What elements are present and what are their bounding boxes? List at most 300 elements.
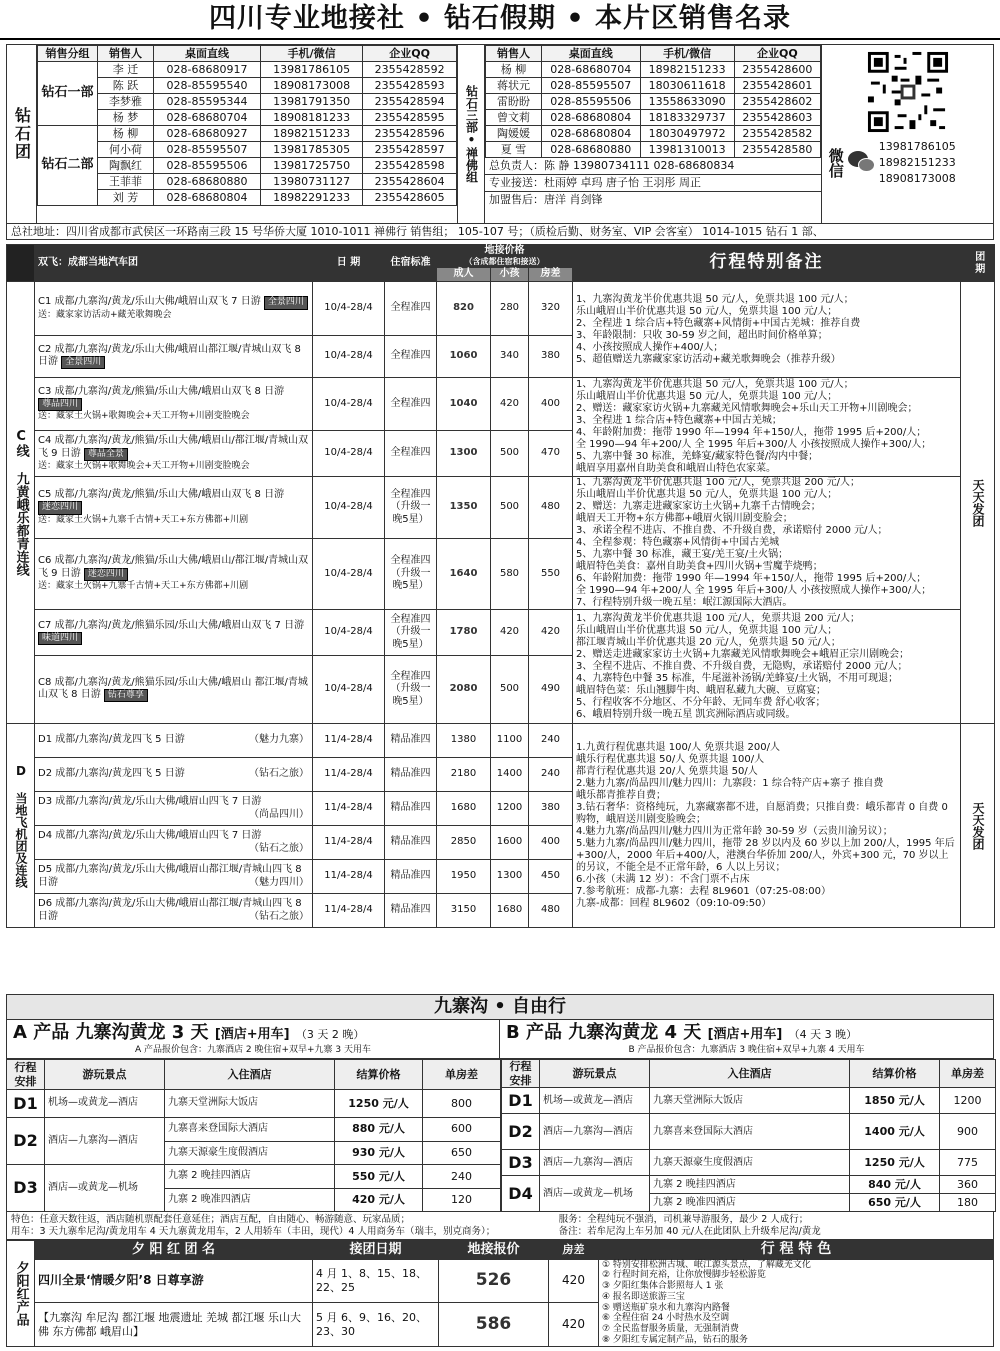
sales-name: 何小荷 [98,142,154,158]
price-adult: 1300 [437,431,491,477]
tour-name [35,477,313,539]
settle-price: 1850 元/人 [850,1088,940,1114]
price-room: 480 [529,894,573,928]
tour-name [35,431,313,477]
tour-title: C1 成都/九寨沟/黄龙/乐山大佛/峨眉山双飞 7 日游 [38,296,261,308]
tour-date: 11/4-28/4 [313,724,385,758]
jzg-title: 九寨沟 • 自由行 [6,994,994,1020]
price-room: 400 [529,378,573,431]
settle-price: 550 元/人 [335,1165,423,1189]
desk-phone: 028-68680704 [154,110,261,126]
col-header: 销售分组 [38,46,98,62]
tour-tag: 全景四川 [264,296,308,309]
contact-row [486,110,821,126]
day-label: D3 [502,1150,540,1176]
tour-tag: 全景四川 [61,356,105,369]
note-line: 乐山峨眉山半价优惠共退 50 元/人，免票共退 100 元/人； [576,305,838,317]
service-note: 服务：全程纯玩不强消，司机兼导游服务，最少 2 人成行； [558,1214,809,1226]
note-line: 3.钻石奢华：资格纯玩，九寨藏寨都不进，自愿消费；只推自费：峨乐都青 0 自费 0 购物，峨眉送川剧变脸晚会； [576,801,948,825]
contact-row [486,126,821,142]
note-line: 全 1990—94 年+200/人 全 1995 年后+300/人 小孩按照成人操作+300/人； [576,585,932,596]
spots: 酒店—九寨沟—酒店 [540,1150,650,1176]
note-line: 峨眉特色美食：嘉州自助美食+四川火锅+雪魔芋烧鸭； [576,561,823,572]
note-line: 6.小孩（未满 12 岁）：不含门票不占床 [576,873,750,885]
note-line: 峨眉天工开物+东方佛都+峨眉火锅川剧变脸会； [576,513,793,524]
settle-price: 1250 元/人 [335,1090,423,1118]
price-room: 240 [529,724,573,758]
tour-title: D5 成都/九寨沟/黄龙/乐山大佛/峨眉山都江堰/青城山四飞 8 日游 [38,864,302,888]
sales-name: 雷盼盼 [486,94,542,110]
tour-title: D6 成都/九寨沟/黄龙/乐山大佛/峨眉山都江堰/青城山四飞 8 日游 [38,898,302,922]
note-line: 乐山峨眉山半价优惠共退 50 元/人，免票共退 100 元/人； [576,391,838,402]
tour-name [35,538,313,609]
tour-name [35,378,313,431]
itinerary-row [7,1090,501,1118]
desk-phone: 028-68680804 [542,126,641,142]
sales-directory [6,44,994,224]
qq: 2355428595 [363,110,457,126]
spots: 机场—或黄龙—酒店 [45,1090,165,1118]
desk-phone: 028-68680804 [154,190,261,206]
tour-row [7,378,995,431]
tour-row [7,282,995,336]
note-line: 2.魅力九寨/尚品四川/魅力四川：九寨段：1 综合特产店+寨子 推自费 [576,777,884,789]
product-a-days: （3 天 2 晚） [295,1028,365,1041]
product-a-includes: A 产品报价包含：九寨酒店 2 晚住宿+双早+九寨 3 天用车 [135,1044,371,1055]
contact-row [486,94,821,110]
note-line: 峨乐都青推荐自费； [576,789,666,801]
day-label: D2 [7,1118,45,1165]
feature-line: ⑧ 夕阳红专属定制产品，钻石的服务 [602,1335,748,1346]
contact-row [38,142,457,158]
note-line: 2、赠送走进藏家家访土火锅+九寨藏羌风情歌舞晚会+峨眉正宗川剧晚会； [576,648,910,660]
note-line: 2、赠送：藏家家访火锅+九寨藏羌风情歌舞晚会+乐山天工开物+川剧晚会； [576,403,918,414]
desk-phone: 028-85595507 [542,78,641,94]
price-child: 1300 [491,860,529,894]
note-line: 九寨-成都：回程 8L9602（09:10-09:50） [576,897,772,909]
price-child: 340 [491,336,529,378]
price-room: 380 [529,792,573,826]
col-header: 入住酒店 [165,1059,335,1090]
tour-hotel: 全程准四 [385,282,437,336]
price-adult: 1680 [437,792,491,826]
qq: 2355428605 [363,190,457,206]
desk-phone: 028-68680804 [542,110,641,126]
contact-row [486,142,821,158]
sunset-price-may: 586 [439,1303,549,1347]
wechat-number: 13981786105 [878,140,956,153]
single-supplement: 650 [423,1141,501,1165]
qq: 2355428582 [734,126,820,142]
sales-name: 陈 跃 [98,78,154,94]
hotel-name: 九寨天堂洲际大饭店 [650,1088,850,1114]
note-line: 1、九寨沟黄龙半价优惠共退 50 元/人，免票共退 100 元/人； [576,293,854,305]
itinerary-notes [573,378,961,477]
manager-line: 总负责人：陈 静 13980734111 028-68680834 [485,158,821,175]
tour-date: 10/4-28/4 [313,656,385,724]
mobile: 18183329737 [640,110,734,126]
col-header: 游玩景点 [45,1059,165,1090]
feature-line: ② 行程时间充裕，让你放慢脚步轻松游览 [602,1270,766,1281]
feature-line: ④ 报名即送旅游三宝 [602,1291,685,1302]
contact-row [38,110,457,126]
contact-row [38,62,457,78]
spots: 机场—或黄龙—酒店 [540,1088,650,1114]
qq: 2355428597 [363,142,457,158]
price-room: 400 [529,826,573,860]
hotel-name: 九寨喜来登国际大酒店 [650,1114,850,1150]
itinerary-row [502,1088,996,1114]
sunset-tour-section [6,1240,994,1346]
col-header: 房差 [549,1241,599,1260]
settle-price: 880 元/人 [335,1118,423,1142]
price-child: 500 [491,431,529,477]
tour-hotel: 精品准四 [385,724,437,758]
settle-price: 1400 元/人 [850,1114,940,1150]
sales-name: 刘 芳 [98,190,154,206]
col-header-hotel: 住宿标准 [385,245,437,282]
price-child: 1100 [491,724,529,758]
single-supplement: 600 [423,1118,501,1142]
remark-note: 备注：若牟尼沟上车另加 40 元/人在此团队上升级牟尼沟/黄龙 [558,1226,821,1238]
col-header: 单房差 [423,1059,501,1090]
itinerary-row [502,1150,996,1176]
single-supplement: 120 [423,1188,501,1212]
tour-date: 10/4-28/4 [313,431,385,477]
itinerary-notes [573,282,961,378]
mobile: 18030611618 [640,78,734,94]
sales-name: 曾文莉 [486,110,542,126]
tour-hotel: 全程准四 [385,431,437,477]
note-line: 1、九寨沟黄龙半价优惠共退 50 元/人，免票共退 100 元/人； [576,379,854,390]
hotel-name: 九寨 2 晚准四酒店 [650,1194,850,1212]
contact-row [38,158,457,174]
qq: 2355428598 [363,158,457,174]
price-child: 1400 [491,758,529,792]
itinerary-row [502,1114,996,1150]
tour-name [35,336,313,378]
note-line: 4、九寨特色中餐 35 标准，牛尾滋补汤锅/羌蜂宴/土火锅，不用可现退； [576,672,899,684]
note-line: 6、年龄附加费：拖带 1990 年—1994 年+150/人，拖带 1995 后+200/人； [576,573,927,584]
line-label: D 当地飞机团及连线 [7,724,35,928]
note-line: 峨眉特色菜：乐山翘脚牛肉、峨眉私藏九大碗、豆腐宴； [576,684,826,696]
hotel-name: 九寨 2 晚挂四酒店 [650,1176,850,1194]
col-header: 手机/微信 [640,46,734,62]
desk-phone: 028-68680704 [542,62,641,78]
hotel-name: 九寨天源豪生度假酒店 [165,1141,335,1165]
tour-tag: 迷恋四川 [38,501,82,514]
col-header: 地接报价 [439,1241,549,1260]
col-header: 企业QQ [363,46,457,62]
note-line: 7、行程特别升级一晚五星：岷江源国际大酒店。 [576,597,793,608]
price-room: 450 [529,860,573,894]
note-line: 5、九寨中餐 30 标准，羌蜂宴/藏家特色餐/沟内中餐； [576,451,819,462]
price-room: 320 [529,282,573,336]
price-adult: 1780 [437,610,491,656]
tour-tag: （钻石之旅） [249,768,309,780]
tour-date: 10/4-28/4 [313,378,385,431]
feature-line: ⑥ 全程住宿 24 小时热水及空调 [602,1313,730,1324]
feature-line: ③ 夕阳红集体合影照每人 1 张 [602,1281,724,1292]
col-header: 桌面直线 [542,46,641,62]
aftersale-line: 加盟售后：唐洋 肖剑锋 [489,192,603,206]
tour-row [7,610,995,656]
hotel-name: 九寨 2 晚挂四酒店 [165,1165,335,1189]
hotel-name: 九寨喜来登国际大酒店 [165,1118,335,1142]
mobile: 18908181233 [261,110,363,126]
day-label: D1 [502,1088,540,1114]
tour-date: 10/4-28/4 [313,336,385,378]
tour-title: C5 成都/九寨沟/黄龙/熊猫/乐山大佛/峨眉山双飞 8 日游 [38,488,285,500]
price-adult: 3150 [437,894,491,928]
note-line: 7.参考航班：成都-九寨：去程 8L9601（07:25-08:00） [576,885,831,897]
sales-name: 夏 雪 [486,142,542,158]
price-room: 490 [529,656,573,724]
tour-gift: 送：藏家土火锅+歌舞晚会+天工开物+川剧变脸晚会 [38,460,250,471]
tour-title: C2 成都/九寨沟/黄龙/乐山大佛/峨眉山都江堰/青城山双飞 8 日游 [38,343,301,368]
price-child: 1680 [491,894,529,928]
qr-code-icon[interactable] [865,49,951,135]
tour-date: 11/4-28/4 [313,758,385,792]
tour-name [35,282,313,336]
dept-label: 钻石二部 [38,126,98,206]
tour-tag: （尚品四川） [249,808,309,820]
price-room: 240 [529,758,573,792]
tour-row [7,477,995,539]
desk-phone: 028-68680880 [542,142,641,158]
product-a-tag: [酒店+用车] [214,1027,290,1042]
price-adult: 2080 [437,656,491,724]
tour-title: D4 成都/九寨沟/黄龙/乐山大佛/峨眉山四飞 7 日游 [38,830,262,841]
tour-name [35,656,313,724]
mobile: 13981786105 [261,62,363,78]
feature-line: ⑦ 全民监督服务质量，无强制消费 [602,1324,739,1335]
mobile: 13981791350 [261,94,363,110]
vehicle-note: 用车：3 天九寨牟尼沟/黄龙用车 4 天九寨黄龙用车，2 人用轿车（丰田，现代）4 人用商务车（瑞丰，别克商务）； [11,1226,496,1238]
tour-hotel: 全程准四（升级一晚5星） [385,656,437,724]
day-label: D4 [502,1176,540,1212]
qq: 2355428596 [363,126,457,142]
price-child: 500 [491,477,529,539]
price-child: 420 [491,378,529,431]
pickup-line: 专业接送：杜雨婷 卓玛 唐子怡 王羽彤 周正 [485,175,821,192]
dept-label: 钻石一部 [38,62,98,126]
itinerary-row [502,1176,996,1194]
note-line: 1、九寨沟黄龙半价优惠共退 100 元/人，免票共退 200 元/人； [576,477,860,488]
note-line: 3、全程不进店、不推自费、不升级自费，无隐购，承诺赔付 2000 元/人； [576,660,908,672]
settle-price: 420 元/人 [335,1188,423,1212]
head-office-address: 总社地址：四川省成都市武侯区一环路南三段 15 号华侨大厦 1010-1011 禅佛行 销售组； 105-107 号；（质检后勤、财务室、VIP 会客室） 1014-1015 钻石 1 部、 [6,224,994,240]
note-line: 峨眉享用嘉州自助美食和峨眉山特色农家菜。 [576,463,776,474]
wechat-label: 微信 [826,148,845,178]
desk-phone: 028-85595540 [154,78,261,94]
settle-price: 650 元/人 [850,1194,940,1212]
sales-name: 陶媛媛 [486,126,542,142]
sales-name: 杨 梦 [98,110,154,126]
tour-date: 11/4-28/4 [313,860,385,894]
tour-tag: 尊品全景 [84,448,128,461]
col-header-notes: 行程特别备注 [573,245,961,282]
tour-hotel: 全程准四（升级一晚5星） [385,610,437,656]
col-header: 桌面直线 [154,46,261,62]
product-b-table [501,1059,996,1213]
note-line: 4、全程参观：特色藏寨+风情街+中国古羌城 [576,537,780,548]
col-header-price-sub: （含成都住宿和接送） [464,257,545,266]
qq: 2355428602 [734,94,820,110]
price-adult: 820 [437,282,491,336]
col-header: 行程安排 [502,1059,540,1088]
price-adult: 1060 [437,336,491,378]
note-line: 3、全程进 1 综合店+特色藏寨+中国古羌城； [576,415,782,426]
qq: 2355428593 [363,78,457,94]
single-supplement: 775 [940,1150,996,1176]
note-line: 5.魅力九寨/尚品四川/魅力四川，拖带 28 岁以内及 60 岁以上加 200/人，1995 年后+300/人，2000 年后+400/人，港澳台华侨加 200/人，外宾+300 元，70 岁以上的另议，不能全是不正常年龄，6 人以上另议； [576,837,955,873]
settle-price: 840 元/人 [850,1176,940,1194]
tour-date: 10/4-28/4 [313,538,385,609]
tour-title: C3 成都/九寨沟/黄龙/熊猫/乐山大佛/峨眉山双飞 8 日游 [38,385,285,397]
tour-title: C6 成都/九寨沟/黄龙/熊猫/乐山大佛/峨眉山/都江堰/青城山双飞 9 日游 [38,555,309,579]
note-line: 乐山峨眉山半价优惠共退 50 元/人，免票共退 100 元/人； [576,489,838,500]
hotel-name: 九寨天源豪生度假酒店 [650,1150,850,1176]
qq: 2355428604 [363,174,457,190]
tour-name [35,610,313,656]
desk-phone: 028-85595506 [154,158,261,174]
note-line: 5、九寨中餐 30 标准，藏王宴/羌王宴/土火锅； [576,549,789,560]
tour-name [35,792,313,826]
note-line: 全 1990—94 年+200/人 全 1995 年后+300/人 小孩按照成人操作+300/人； [576,439,932,450]
tour-date: 10/4-28/4 [313,610,385,656]
col-header-adult: 成人 [437,268,491,282]
group-label: 钻石团 [7,45,37,223]
single-supplement: 800 [423,1090,501,1118]
contact-row [486,62,821,78]
col-header: 接团日期 [313,1241,439,1260]
contact-row [38,78,457,94]
contact-row [38,126,457,142]
dept3-label: 钻石三部•禅佛组 [457,45,485,223]
price-child: 1200 [491,792,529,826]
page-title: 四川专业地接社 • 钻石假期 • 本片区销售名录 [0,0,1000,40]
tour-row [7,724,995,758]
product-b-days: （4 天 3 晚） [788,1028,858,1041]
price-child: 280 [491,282,529,336]
col-header: 入住酒店 [650,1059,850,1088]
settle-price: 930 元/人 [335,1141,423,1165]
qq: 2355428592 [363,62,457,78]
col-header: 游玩景点 [540,1059,650,1088]
price-adult: 2850 [437,826,491,860]
mobile: 13558633090 [640,94,734,110]
col-header-group: 团期 [961,245,995,282]
col-header: 夕 阳 红 团 名 [35,1241,313,1260]
price-room: 470 [529,431,573,477]
tour-tag: （魅力九寨） [249,734,309,746]
tour-tag: 尊品四川 [38,398,82,411]
tour-tag: 味道四川 [38,632,82,645]
tour-tag: （魅力四川） [249,876,309,888]
tour-name [35,860,313,894]
tour-title: C8 成都/九寨沟/黄龙/熊猫乐园/乐山大佛/峨眉山 都江堰/青城山双飞 8 日游 [38,676,308,701]
col-header: 行程安排 [7,1059,45,1090]
price-room: 420 [529,610,573,656]
note-line: 3、承诺全程不进店、不推自费、不升级自费，承诺赔付 2000 元/人； [576,525,888,536]
spots: 酒店—或黄龙—机场 [45,1165,165,1212]
group-schedule: 天天发团 [961,724,995,928]
col-header-name: 双飞：成都当地汽车团 [35,245,313,282]
tour-date: 11/4-28/4 [313,826,385,860]
mobile: 18030497972 [640,126,734,142]
price-child: 500 [491,656,529,724]
single-supplement: 180 [940,1194,996,1212]
col-header: 销售人 [486,46,542,62]
note-line: 都江堰青城山半价优惠共退 20 元/人，免票共退 50 元/人； [576,636,841,648]
note-line: 4、小孩按照成人操作+400/人； [576,341,724,353]
tour-tag: 钻石尊享 [104,689,148,702]
tour-gift: 送：藏家土火锅+九寨千古情+天工+东方佛都+川剧 [38,514,249,525]
tour-name [35,894,313,928]
col-header: 结算价格 [850,1059,940,1088]
price-child: 580 [491,538,529,609]
sunset-room-april: 420 [549,1259,599,1303]
sunset-dates-april: 4 月 1、8、15、18、22、25 [313,1259,439,1303]
price-room: 480 [529,477,573,539]
tour-name [35,758,313,792]
tour-price-table [6,244,994,992]
price-child: 1600 [491,826,529,860]
price-child: 420 [491,610,529,656]
col-header: 结算价格 [335,1059,423,1090]
note-line: 4.魅力九寨/尚品四川/魅力四川为正常年龄 30-59 岁（云贵川渝另议）； [576,825,893,837]
contact-row [38,94,457,110]
desk-phone: 028-85595506 [542,94,641,110]
single-supplement: 1200 [940,1088,996,1114]
col-header-room: 房差 [529,268,573,282]
price-adult: 1040 [437,378,491,431]
tour-title: D2 成都/九寨沟/黄龙四飞 5 日游 [38,768,185,780]
group-schedule: 天天发团 [961,282,995,724]
desk-phone: 028-85595344 [154,94,261,110]
col-header: 手机/微信 [261,46,363,62]
mobile: 13981725750 [261,158,363,174]
note-line: 都青行程优惠共退 20/人 免票共退 50/人 [576,765,758,777]
col-header: 行 程 特 色 [599,1241,994,1260]
day-label: D3 [7,1165,45,1212]
itinerary-row [7,1118,501,1142]
right-contact-table [485,45,821,158]
mobile: 18982151233 [640,62,734,78]
note-line: 6、峨眉特别升级一晚五星 凯宾洲际酒店或同级。 [576,708,796,720]
sunset-label: 夕阳红产品 [7,1241,35,1347]
price-room: 380 [529,336,573,378]
spots: 酒店—九寨沟—酒店 [540,1114,650,1150]
mobile: 18982291233 [261,190,363,206]
tour-tag: （钻石之旅） [249,910,309,922]
tour-title: D3 成都/九寨沟/黄龙/乐山大佛/峨眉山四飞 7 日游 [38,796,262,807]
tour-gift: 送：藏家家访活动+藏羌歌舞晚会 [38,309,172,320]
day-label: D2 [502,1114,540,1150]
product-b-title: B 产品 九寨沟黄龙 4 天 [506,1022,702,1043]
note-line: 1.九黄行程优惠共退 100/人 免票共退 200/人 [576,741,780,753]
sunset-room-may: 420 [549,1303,599,1347]
sunset-tour-spots: 【九寨沟 牟尼沟 都江堰 地震遗址 羌城 都江堰 乐山大佛 东方佛都 峨眉山】 [35,1303,313,1347]
col-header-price: 地接价格 [484,245,525,256]
hotel-name: 九寨 2 晚准四酒店 [165,1188,335,1212]
note-line: 2、赠送：九寨走进藏家家访土火锅+九寨千古情晚会； [576,501,821,512]
price-adult: 1350 [437,477,491,539]
col-header-child: 小孩 [491,268,529,282]
product-a-table [6,1059,501,1213]
tour-tag: 迷恋四川 [84,568,128,581]
